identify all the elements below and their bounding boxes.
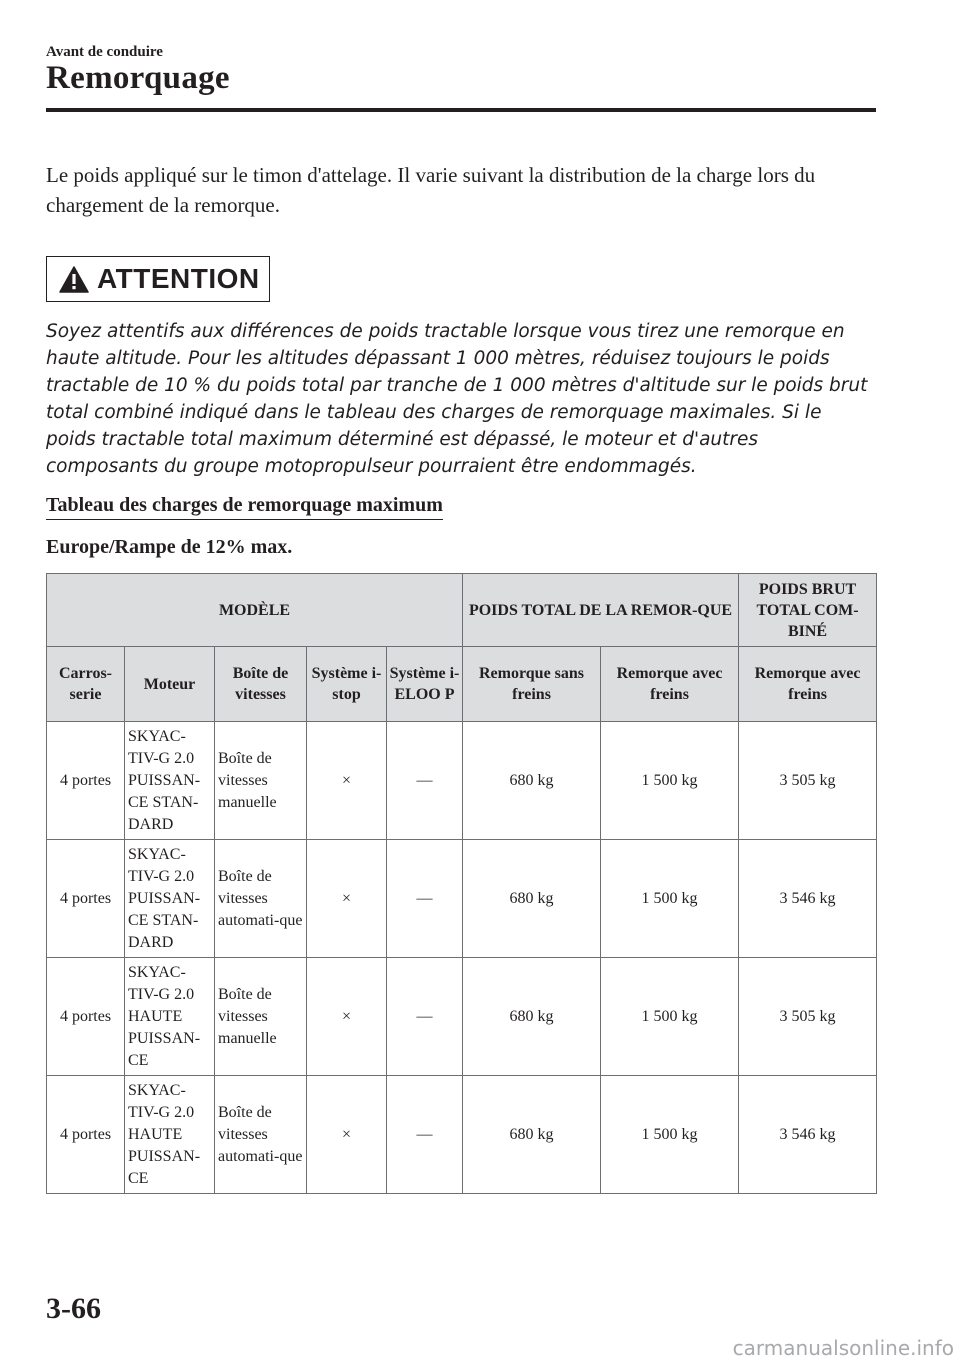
column-header: Boîte de vitesses — [215, 647, 307, 722]
attention-text: Soyez attentifs aux différences de poids tractable lorsque vous tirez une remorque en haute altitude. Pour les altitudes dépassant 1 000 mètres, réduisez toujours le poids tractable de 10 % du poids total par tranche de 1 000 mètres d'altitude sur le poids brut total combiné indiqué dans le tableau des charges de remorquage maximales. Si le poids tractable total maximum déterminé est dépassé, le moteur et d'autres composants du groupe motopropulseur pourraient être endommagés. — [46, 321, 868, 477]
table-cell: Boîte de vitesses manuelle — [215, 958, 307, 1076]
intro-paragraph: Le poids appliqué sur le timon d'attelage. Il varie suivant la distribution de la charge lors du chargement de la remorque. — [46, 163, 816, 217]
table-cell: 1 500 kg — [601, 840, 739, 958]
page-title: Remorquage — [46, 60, 230, 96]
towing-load-table — [46, 573, 877, 1194]
column-header: Remorque avec freins — [739, 647, 877, 722]
column-header: Système i-stop — [307, 647, 387, 722]
table-cell: 680 kg — [463, 958, 601, 1076]
table-cell: — — [387, 840, 463, 958]
page-number: 3-66 — [46, 1292, 101, 1325]
table-cell: — — [387, 958, 463, 1076]
table-cell: 1 500 kg — [601, 722, 739, 840]
column-header: Système i-ELOO P — [387, 647, 463, 722]
table-cell: 4 portes — [47, 722, 125, 840]
table-cell: 680 kg — [463, 1076, 601, 1194]
table-cell: SKYAC-TIV-G 2.0 PUISSAN-CE STAN-DARD — [125, 840, 215, 958]
group-header-gross-combined: POIDS BRUT TOTAL COM-BINÉ — [739, 574, 877, 647]
table-cell: × — [307, 1076, 387, 1194]
table-cell: SKYAC-TIV-G 2.0 HAUTE PUISSAN-CE — [125, 1076, 215, 1194]
table-cell: SKYAC-TIV-G 2.0 PUISSAN-CE STAN-DARD — [125, 722, 215, 840]
table-cell: 4 portes — [47, 1076, 125, 1194]
table-cell: 680 kg — [463, 722, 601, 840]
table-row — [47, 840, 877, 958]
table-cell: Boîte de vitesses manuelle — [215, 722, 307, 840]
table-group-header-row — [47, 574, 877, 647]
attention-banner — [46, 256, 270, 302]
table-cell: Boîte de vitesses automati-que — [215, 1076, 307, 1194]
group-header-trailer-weight: POIDS TOTAL DE LA REMOR-QUE — [463, 574, 739, 647]
table-cell: × — [307, 958, 387, 1076]
watermark: carmanualsonline.info — [732, 1336, 954, 1360]
region-heading: Europe/Rampe de 12% max. — [46, 536, 293, 558]
column-header: Remorque sans freins — [463, 647, 601, 722]
header-divider — [46, 108, 876, 112]
table-heading: Tableau des charges de remorquage maximum — [46, 494, 443, 520]
table-cell: × — [307, 722, 387, 840]
table-cell: 3 505 kg — [739, 722, 877, 840]
table-cell: 3 546 kg — [739, 1076, 877, 1194]
table-cell: 3 546 kg — [739, 840, 877, 958]
section-label: Avant de conduire — [46, 44, 163, 60]
table-cell: SKYAC-TIV-G 2.0 HAUTE PUISSAN-CE — [125, 958, 215, 1076]
table-cell: 1 500 kg — [601, 958, 739, 1076]
table-column-header-row — [47, 647, 877, 722]
table-cell: × — [307, 840, 387, 958]
table-cell: 3 505 kg — [739, 958, 877, 1076]
table-cell: 4 portes — [47, 840, 125, 958]
attention-label: ATTENTION — [97, 263, 260, 294]
table-cell: — — [387, 1076, 463, 1194]
group-header-model: MODÈLE — [47, 574, 463, 647]
table-row — [47, 958, 877, 1076]
column-header: Carros-serie — [47, 647, 125, 722]
warning-triangle-icon — [59, 266, 89, 293]
column-header: Moteur — [125, 647, 215, 722]
table-cell: 4 portes — [47, 958, 125, 1076]
table-cell: — — [387, 722, 463, 840]
table-row — [47, 1076, 877, 1194]
table-row — [47, 722, 877, 840]
table-cell: 1 500 kg — [601, 1076, 739, 1194]
table-cell: 680 kg — [463, 840, 601, 958]
table-cell: Boîte de vitesses automati-que — [215, 840, 307, 958]
column-header: Remorque avec freins — [601, 647, 739, 722]
